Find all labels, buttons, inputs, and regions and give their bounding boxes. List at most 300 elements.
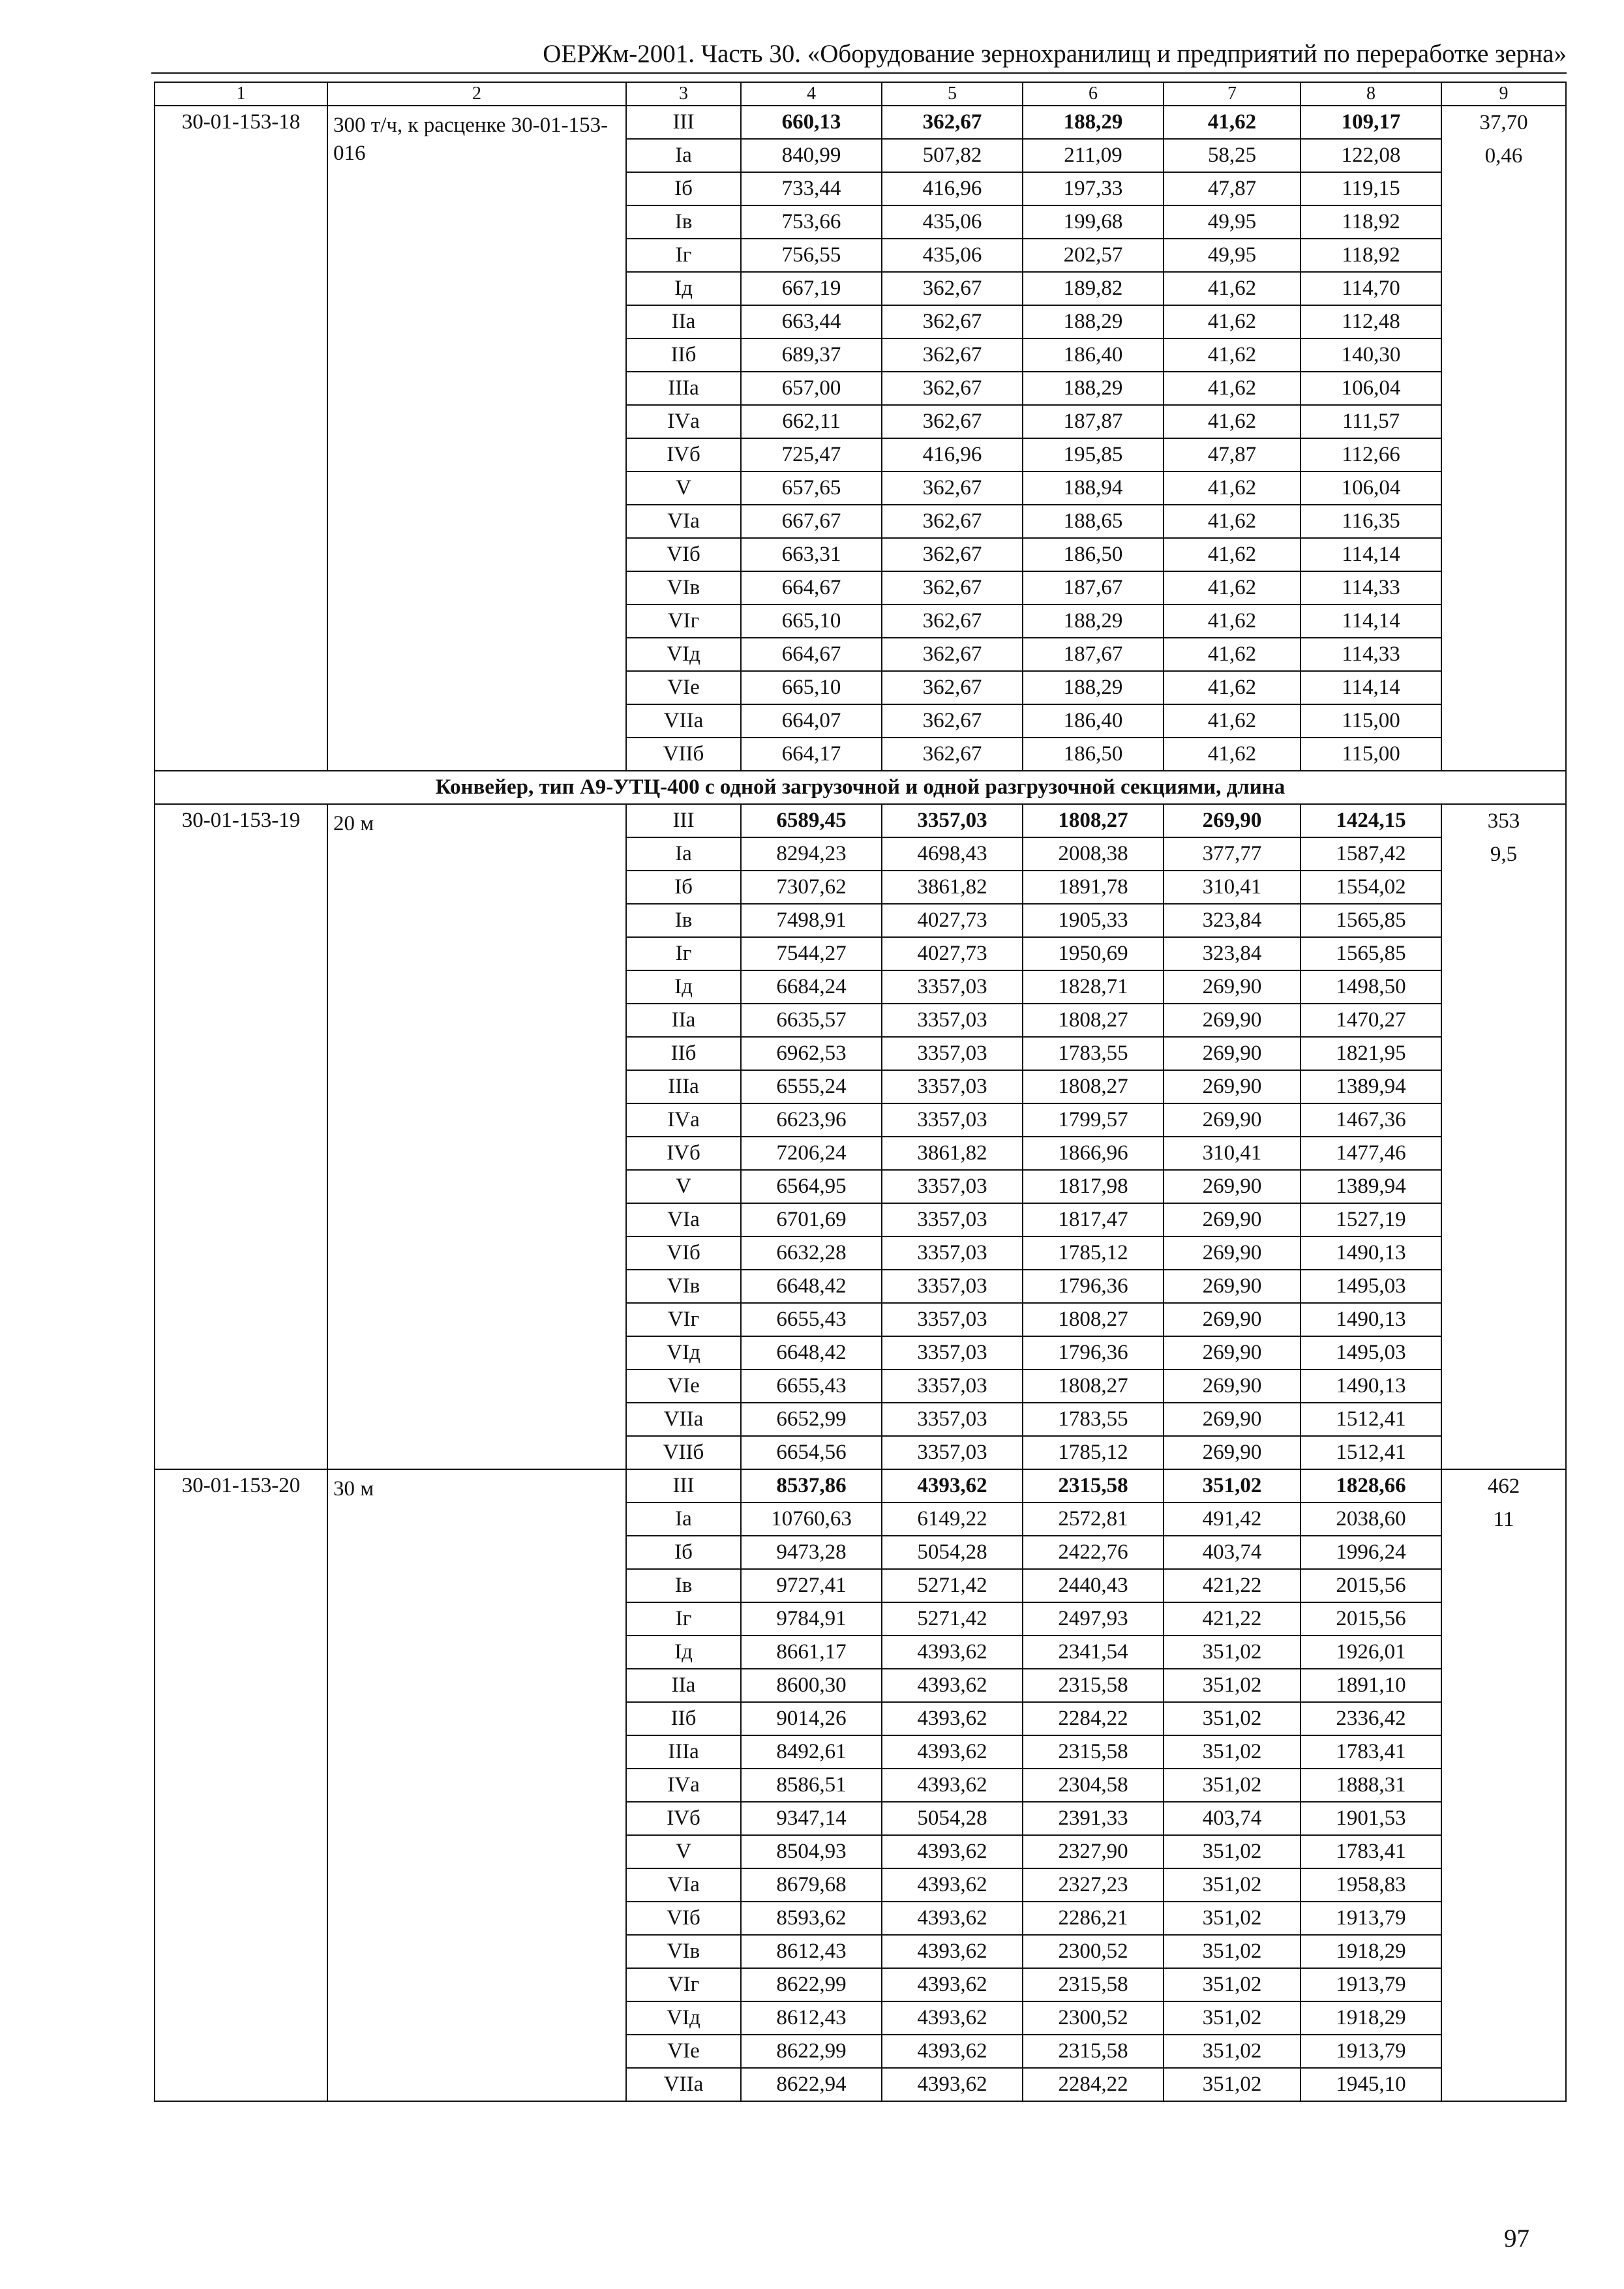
price-value: 2422,76 [1023, 1536, 1164, 1569]
price-value: 6589,45 [741, 804, 882, 837]
price-value: 660,13 [741, 106, 882, 139]
price-value: 269,90 [1164, 1170, 1301, 1203]
price-value: 362,67 [882, 704, 1023, 738]
price-value: 1799,57 [1023, 1103, 1164, 1137]
price-value: 2327,90 [1023, 1835, 1164, 1868]
price-value: 1821,95 [1301, 1037, 1441, 1070]
price-value: 8537,86 [741, 1469, 882, 1503]
price-value: 362,67 [882, 505, 1023, 538]
price-value: 351,02 [1164, 2001, 1301, 2035]
price-value: 665,10 [741, 671, 882, 704]
price-value: 114,70 [1301, 272, 1441, 305]
price-value: 1913,79 [1301, 2035, 1441, 2068]
price-value: 4393,62 [882, 2035, 1023, 2068]
price-value: 187,67 [1023, 571, 1164, 605]
price-value: 1828,66 [1301, 1469, 1441, 1503]
price-value: 351,02 [1164, 2068, 1301, 2101]
price-value: 4393,62 [882, 2068, 1023, 2101]
zone-code: VIг [626, 1968, 741, 2001]
price-value: 1926,01 [1301, 1636, 1441, 1669]
price-value: 733,44 [741, 172, 882, 205]
zone-code: V [626, 1170, 741, 1203]
price-value: 6701,69 [741, 1203, 882, 1236]
price-value: 4393,62 [882, 2001, 1023, 2035]
price-value: 1796,36 [1023, 1270, 1164, 1303]
price-value: 3357,03 [882, 1403, 1023, 1436]
price-value: 197,33 [1023, 172, 1164, 205]
price-value: 3357,03 [882, 1236, 1023, 1270]
price-value: 10760,63 [741, 1503, 882, 1536]
price-value: 112,66 [1301, 438, 1441, 471]
zone-code: Iб [626, 1536, 741, 1569]
price-value: 269,90 [1164, 1236, 1301, 1270]
price-value: 1918,29 [1301, 2001, 1441, 2035]
zone-code: IIб [626, 338, 741, 372]
price-value: 6652,99 [741, 1403, 882, 1436]
price-value: 362,67 [882, 738, 1023, 771]
price-value: 49,95 [1164, 239, 1301, 272]
price-value: 2286,21 [1023, 1902, 1164, 1935]
price-value: 416,96 [882, 438, 1023, 471]
price-value: 1527,19 [1301, 1203, 1441, 1236]
price-value: 1389,94 [1301, 1070, 1441, 1103]
price-value: 47,87 [1164, 438, 1301, 471]
price-value: 6635,57 [741, 1004, 882, 1037]
price-value: 3357,03 [882, 1369, 1023, 1403]
zone-code: Iв [626, 205, 741, 239]
price-value: 1891,10 [1301, 1669, 1441, 1702]
price-value: 351,02 [1164, 1636, 1301, 1669]
price-value: 1828,71 [1023, 970, 1164, 1004]
price-value: 310,41 [1164, 1137, 1301, 1170]
price-value: 41,62 [1164, 305, 1301, 338]
price-value: 1785,12 [1023, 1436, 1164, 1469]
price-value: 1587,42 [1301, 837, 1441, 871]
price-value: 115,00 [1301, 704, 1441, 738]
price-value: 2315,58 [1023, 1968, 1164, 2001]
price-value: 362,67 [882, 605, 1023, 638]
zone-code: Iв [626, 904, 741, 937]
price-value: 269,90 [1164, 1004, 1301, 1037]
price-value: 188,29 [1023, 106, 1164, 139]
price-value: 351,02 [1164, 1935, 1301, 1968]
price-value: 6655,43 [741, 1369, 882, 1403]
price-value: 189,82 [1023, 272, 1164, 305]
price-value: 8622,99 [741, 1968, 882, 2001]
price-value: 351,02 [1164, 1902, 1301, 1935]
price-value: 4393,62 [882, 1769, 1023, 1802]
extra-values [1441, 106, 1566, 771]
price-value: 1817,98 [1023, 1170, 1164, 1203]
price-value: 47,87 [1164, 172, 1301, 205]
price-value: 351,02 [1164, 1702, 1301, 1735]
zone-code: IIб [626, 1702, 741, 1735]
price-value: 667,67 [741, 505, 882, 538]
price-value: 756,55 [741, 239, 882, 272]
price-value: 1783,55 [1023, 1037, 1164, 1070]
price-value: 4393,62 [882, 1935, 1023, 1968]
zone-code: Iд [626, 970, 741, 1004]
price-value: 3357,03 [882, 1103, 1023, 1137]
section-row [155, 771, 1566, 804]
zone-code: Iа [626, 1503, 741, 1536]
price-value: 657,00 [741, 372, 882, 405]
price-value: 8492,61 [741, 1735, 882, 1769]
price-value: 269,90 [1164, 804, 1301, 837]
price-value: 421,22 [1164, 1602, 1301, 1636]
price-value: 8504,93 [741, 1835, 882, 1868]
zone-code: Iд [626, 272, 741, 305]
price-value: 1996,24 [1301, 1536, 1441, 1569]
price-value: 1808,27 [1023, 1303, 1164, 1336]
extra-value: 9,5 [1490, 843, 1518, 866]
price-value: 1512,41 [1301, 1436, 1441, 1469]
extra-value: 0,46 [1484, 144, 1523, 168]
price-value: 114,14 [1301, 671, 1441, 704]
page-number: 97 [1504, 2224, 1529, 2252]
column-number: 4 [741, 82, 882, 106]
zone-code: VIе [626, 2035, 741, 2068]
price-value: 1958,83 [1301, 1868, 1441, 1902]
price-value: 8294,23 [741, 837, 882, 871]
price-value: 362,67 [882, 638, 1023, 671]
price-value: 1913,79 [1301, 1968, 1441, 2001]
price-value: 1808,27 [1023, 1369, 1164, 1403]
price-value: 2015,56 [1301, 1602, 1441, 1636]
price-value: 3357,03 [882, 1336, 1023, 1369]
zone-code: Iв [626, 1569, 741, 1602]
price-value: 6655,43 [741, 1303, 882, 1336]
price-value: 8612,43 [741, 2001, 882, 2035]
price-value: 1477,46 [1301, 1137, 1441, 1170]
price-value: 4393,62 [882, 1868, 1023, 1902]
extra-value: 462 [1487, 1474, 1520, 1498]
zone-code: Iд [626, 1636, 741, 1669]
zone-code: IIIа [626, 1070, 741, 1103]
table-row [155, 1469, 1566, 1503]
zone-code: IIа [626, 1004, 741, 1037]
price-value: 2315,58 [1023, 2035, 1164, 2068]
price-value: 1950,69 [1023, 937, 1164, 970]
price-value: 269,90 [1164, 1369, 1301, 1403]
price-value: 7206,24 [741, 1137, 882, 1170]
price-value: 1495,03 [1301, 1336, 1441, 1369]
zone-code: VIб [626, 1902, 741, 1935]
zone-code: VIIа [626, 704, 741, 738]
zone-code: Iг [626, 1602, 741, 1636]
price-value: 6555,24 [741, 1070, 882, 1103]
price-value: 9727,41 [741, 1569, 882, 1602]
column-number: 1 [155, 82, 327, 106]
price-value: 664,17 [741, 738, 882, 771]
price-value: 1808,27 [1023, 1004, 1164, 1037]
price-value: 416,96 [882, 172, 1023, 205]
price-value: 1490,13 [1301, 1236, 1441, 1270]
zone-code: IIIа [626, 372, 741, 405]
price-value: 2497,93 [1023, 1602, 1164, 1636]
price-value: 8661,17 [741, 1636, 882, 1669]
price-value: 2284,22 [1023, 2068, 1164, 2101]
price-value: 8586,51 [741, 1769, 882, 1802]
price-value: 3357,03 [882, 1004, 1023, 1037]
zone-code: IIIа [626, 1735, 741, 1769]
price-value: 5271,42 [882, 1602, 1023, 1636]
price-value: 4393,62 [882, 1469, 1023, 1503]
zone-code: V [626, 1835, 741, 1868]
price-value: 6654,56 [741, 1436, 882, 1469]
price-value: 4393,62 [882, 1902, 1023, 1935]
price-value: 41,62 [1164, 605, 1301, 638]
price-value: 202,57 [1023, 239, 1164, 272]
price-value: 6564,95 [741, 1170, 882, 1203]
price-value: 351,02 [1164, 1469, 1301, 1503]
price-value: 41,62 [1164, 505, 1301, 538]
zone-code: VIIа [626, 1403, 741, 1436]
zone-code: Iг [626, 937, 741, 970]
rate-description: 30 м [327, 1469, 626, 2101]
price-value: 351,02 [1164, 1835, 1301, 1868]
zone-code: IVа [626, 1769, 741, 1802]
zone-code: IVб [626, 1802, 741, 1835]
price-value: 114,33 [1301, 571, 1441, 605]
price-value: 5054,28 [882, 1802, 1023, 1835]
price-value: 663,31 [741, 538, 882, 571]
zone-code: Iб [626, 871, 741, 904]
zone-code: VIв [626, 1270, 741, 1303]
column-number: 2 [327, 82, 626, 106]
zone-code: V [626, 471, 741, 505]
price-value: 1565,85 [1301, 904, 1441, 937]
zone-code: III [626, 106, 741, 139]
price-value: 3357,03 [882, 1436, 1023, 1469]
extra-values [1441, 804, 1566, 1469]
price-value: 665,10 [741, 605, 882, 638]
price-value: 114,33 [1301, 638, 1441, 671]
price-value: 3861,82 [882, 1137, 1023, 1170]
price-value: 2440,43 [1023, 1569, 1164, 1602]
rate-code: 30-01-153-19 [155, 804, 327, 1469]
price-value: 41,62 [1164, 738, 1301, 771]
price-value: 1785,12 [1023, 1236, 1164, 1270]
page-header-title: ОЕРЖм-2001. Часть 30. «Оборудование зернохранилищ и предприятий по переработке зерна» [543, 40, 1567, 68]
price-value: 109,17 [1301, 106, 1441, 139]
price-value: 3357,03 [882, 1270, 1023, 1303]
price-value: 7307,62 [741, 871, 882, 904]
price-value: 362,67 [882, 571, 1023, 605]
zone-code: VIд [626, 1336, 741, 1369]
zone-code: Iа [626, 837, 741, 871]
zone-code: VIIб [626, 1436, 741, 1469]
price-value: 49,95 [1164, 205, 1301, 239]
zone-code: VIб [626, 538, 741, 571]
zone-code: VIв [626, 571, 741, 605]
price-value: 186,50 [1023, 538, 1164, 571]
price-value: 725,47 [741, 438, 882, 471]
price-value: 3357,03 [882, 1303, 1023, 1336]
zone-code: VIд [626, 2001, 741, 2035]
price-value: 188,94 [1023, 471, 1164, 505]
extra-value: 37,70 [1479, 111, 1528, 134]
price-value: 9014,26 [741, 1702, 882, 1735]
zone-code: VIг [626, 605, 741, 638]
price-value: 8593,62 [741, 1902, 882, 1935]
price-value: 2008,38 [1023, 837, 1164, 871]
price-value: 8622,99 [741, 2035, 882, 2068]
price-value: 269,90 [1164, 970, 1301, 1004]
price-value: 9784,91 [741, 1602, 882, 1636]
price-value: 362,67 [882, 471, 1023, 505]
table-row [155, 106, 1566, 139]
price-value: 664,67 [741, 571, 882, 605]
price-value: 377,77 [1164, 837, 1301, 871]
price-value: 6648,42 [741, 1336, 882, 1369]
price-value: 2300,52 [1023, 1935, 1164, 1968]
price-value: 310,41 [1164, 871, 1301, 904]
price-value: 1866,96 [1023, 1137, 1164, 1170]
price-value: 269,90 [1164, 1270, 1301, 1303]
price-value: 269,90 [1164, 1037, 1301, 1070]
price-value: 269,90 [1164, 1336, 1301, 1369]
price-value: 1918,29 [1301, 1935, 1441, 1968]
price-value: 664,07 [741, 704, 882, 738]
price-value: 4698,43 [882, 837, 1023, 871]
zone-code: III [626, 804, 741, 837]
price-value: 1424,15 [1301, 804, 1441, 837]
table-body [155, 82, 1566, 2101]
price-value: 2315,58 [1023, 1735, 1164, 1769]
price-value: 2572,81 [1023, 1503, 1164, 1536]
price-value: 8612,43 [741, 1935, 882, 1968]
price-value: 1888,31 [1301, 1769, 1441, 1802]
zone-code: VIг [626, 1303, 741, 1336]
price-value: 840,99 [741, 139, 882, 172]
price-value: 122,08 [1301, 139, 1441, 172]
price-value: 362,67 [882, 372, 1023, 405]
price-value: 187,67 [1023, 638, 1164, 671]
price-value: 3357,03 [882, 970, 1023, 1004]
price-value: 186,40 [1023, 338, 1164, 372]
zone-code: VIIб [626, 738, 741, 771]
price-value: 6623,96 [741, 1103, 882, 1137]
price-value: 5271,42 [882, 1569, 1023, 1602]
price-value: 3357,03 [882, 1203, 1023, 1236]
zone-code: VIе [626, 1369, 741, 1403]
price-value: 58,25 [1164, 139, 1301, 172]
price-value: 41,62 [1164, 538, 1301, 571]
rate-description: 20 м [327, 804, 626, 1469]
zone-code: IIа [626, 1669, 741, 1702]
price-value: 435,06 [882, 205, 1023, 239]
price-value: 1945,10 [1301, 2068, 1441, 2101]
price-value: 188,29 [1023, 305, 1164, 338]
column-number: 8 [1301, 82, 1441, 106]
price-value: 188,29 [1023, 372, 1164, 405]
zone-code: IIб [626, 1037, 741, 1070]
price-value: 112,48 [1301, 305, 1441, 338]
price-value: 106,04 [1301, 372, 1441, 405]
price-value: 119,15 [1301, 172, 1441, 205]
price-value: 269,90 [1164, 1203, 1301, 1236]
price-value: 4393,62 [882, 1702, 1023, 1735]
price-value: 2327,23 [1023, 1868, 1164, 1902]
price-value: 1490,13 [1301, 1303, 1441, 1336]
price-value: 3357,03 [882, 1170, 1023, 1203]
price-value: 118,92 [1301, 205, 1441, 239]
zone-code: Iб [626, 172, 741, 205]
price-value: 1808,27 [1023, 804, 1164, 837]
price-value: 362,67 [882, 538, 1023, 571]
price-value: 2300,52 [1023, 2001, 1164, 2035]
price-value: 1783,55 [1023, 1403, 1164, 1436]
price-value: 199,68 [1023, 205, 1164, 239]
zone-code: VIIа [626, 2068, 741, 2101]
price-value: 1498,50 [1301, 970, 1441, 1004]
price-value: 188,65 [1023, 505, 1164, 538]
price-value: 7544,27 [741, 937, 882, 970]
extra-value: 353 [1487, 809, 1520, 833]
price-value: 188,29 [1023, 605, 1164, 638]
price-value: 3357,03 [882, 1070, 1023, 1103]
price-value: 111,57 [1301, 405, 1441, 438]
price-value: 1554,02 [1301, 871, 1441, 904]
price-value: 41,62 [1164, 638, 1301, 671]
price-value: 362,67 [882, 106, 1023, 139]
price-value: 8600,30 [741, 1669, 882, 1702]
price-value: 2015,56 [1301, 1569, 1441, 1602]
price-value: 118,92 [1301, 239, 1441, 272]
price-value: 269,90 [1164, 1436, 1301, 1469]
price-value: 41,62 [1164, 272, 1301, 305]
price-value: 7498,91 [741, 904, 882, 937]
price-value: 1467,36 [1301, 1103, 1441, 1137]
price-value: 211,09 [1023, 139, 1164, 172]
price-value: 667,19 [741, 272, 882, 305]
price-value: 41,62 [1164, 106, 1301, 139]
price-value: 1512,41 [1301, 1403, 1441, 1436]
price-value: 1470,27 [1301, 1004, 1441, 1037]
price-value: 114,14 [1301, 538, 1441, 571]
price-value: 4393,62 [882, 1636, 1023, 1669]
price-value: 1901,53 [1301, 1802, 1441, 1835]
zone-code: IVб [626, 1137, 741, 1170]
column-number: 6 [1023, 82, 1164, 106]
price-value: 351,02 [1164, 1868, 1301, 1902]
price-value: 8679,68 [741, 1868, 882, 1902]
column-number: 3 [626, 82, 741, 106]
price-value: 3357,03 [882, 804, 1023, 837]
price-value: 6149,22 [882, 1503, 1023, 1536]
price-value: 689,37 [741, 338, 882, 372]
price-value: 114,14 [1301, 605, 1441, 638]
price-value: 1783,41 [1301, 1735, 1441, 1769]
price-value: 269,90 [1164, 1070, 1301, 1103]
price-value: 269,90 [1164, 1303, 1301, 1336]
zone-code: VIа [626, 1868, 741, 1902]
price-value: 106,04 [1301, 471, 1441, 505]
zone-code: VIд [626, 638, 741, 671]
price-value: 6962,53 [741, 1037, 882, 1070]
price-value: 1389,94 [1301, 1170, 1441, 1203]
rate-code: 30-01-153-20 [155, 1469, 327, 2101]
price-value: 3357,03 [882, 1037, 1023, 1070]
price-value: 403,74 [1164, 1802, 1301, 1835]
price-value: 186,50 [1023, 738, 1164, 771]
price-value: 351,02 [1164, 1968, 1301, 2001]
column-number: 7 [1164, 82, 1301, 106]
price-value: 2341,54 [1023, 1636, 1164, 1669]
column-number-row [155, 82, 1566, 106]
zone-code: IVа [626, 1103, 741, 1137]
